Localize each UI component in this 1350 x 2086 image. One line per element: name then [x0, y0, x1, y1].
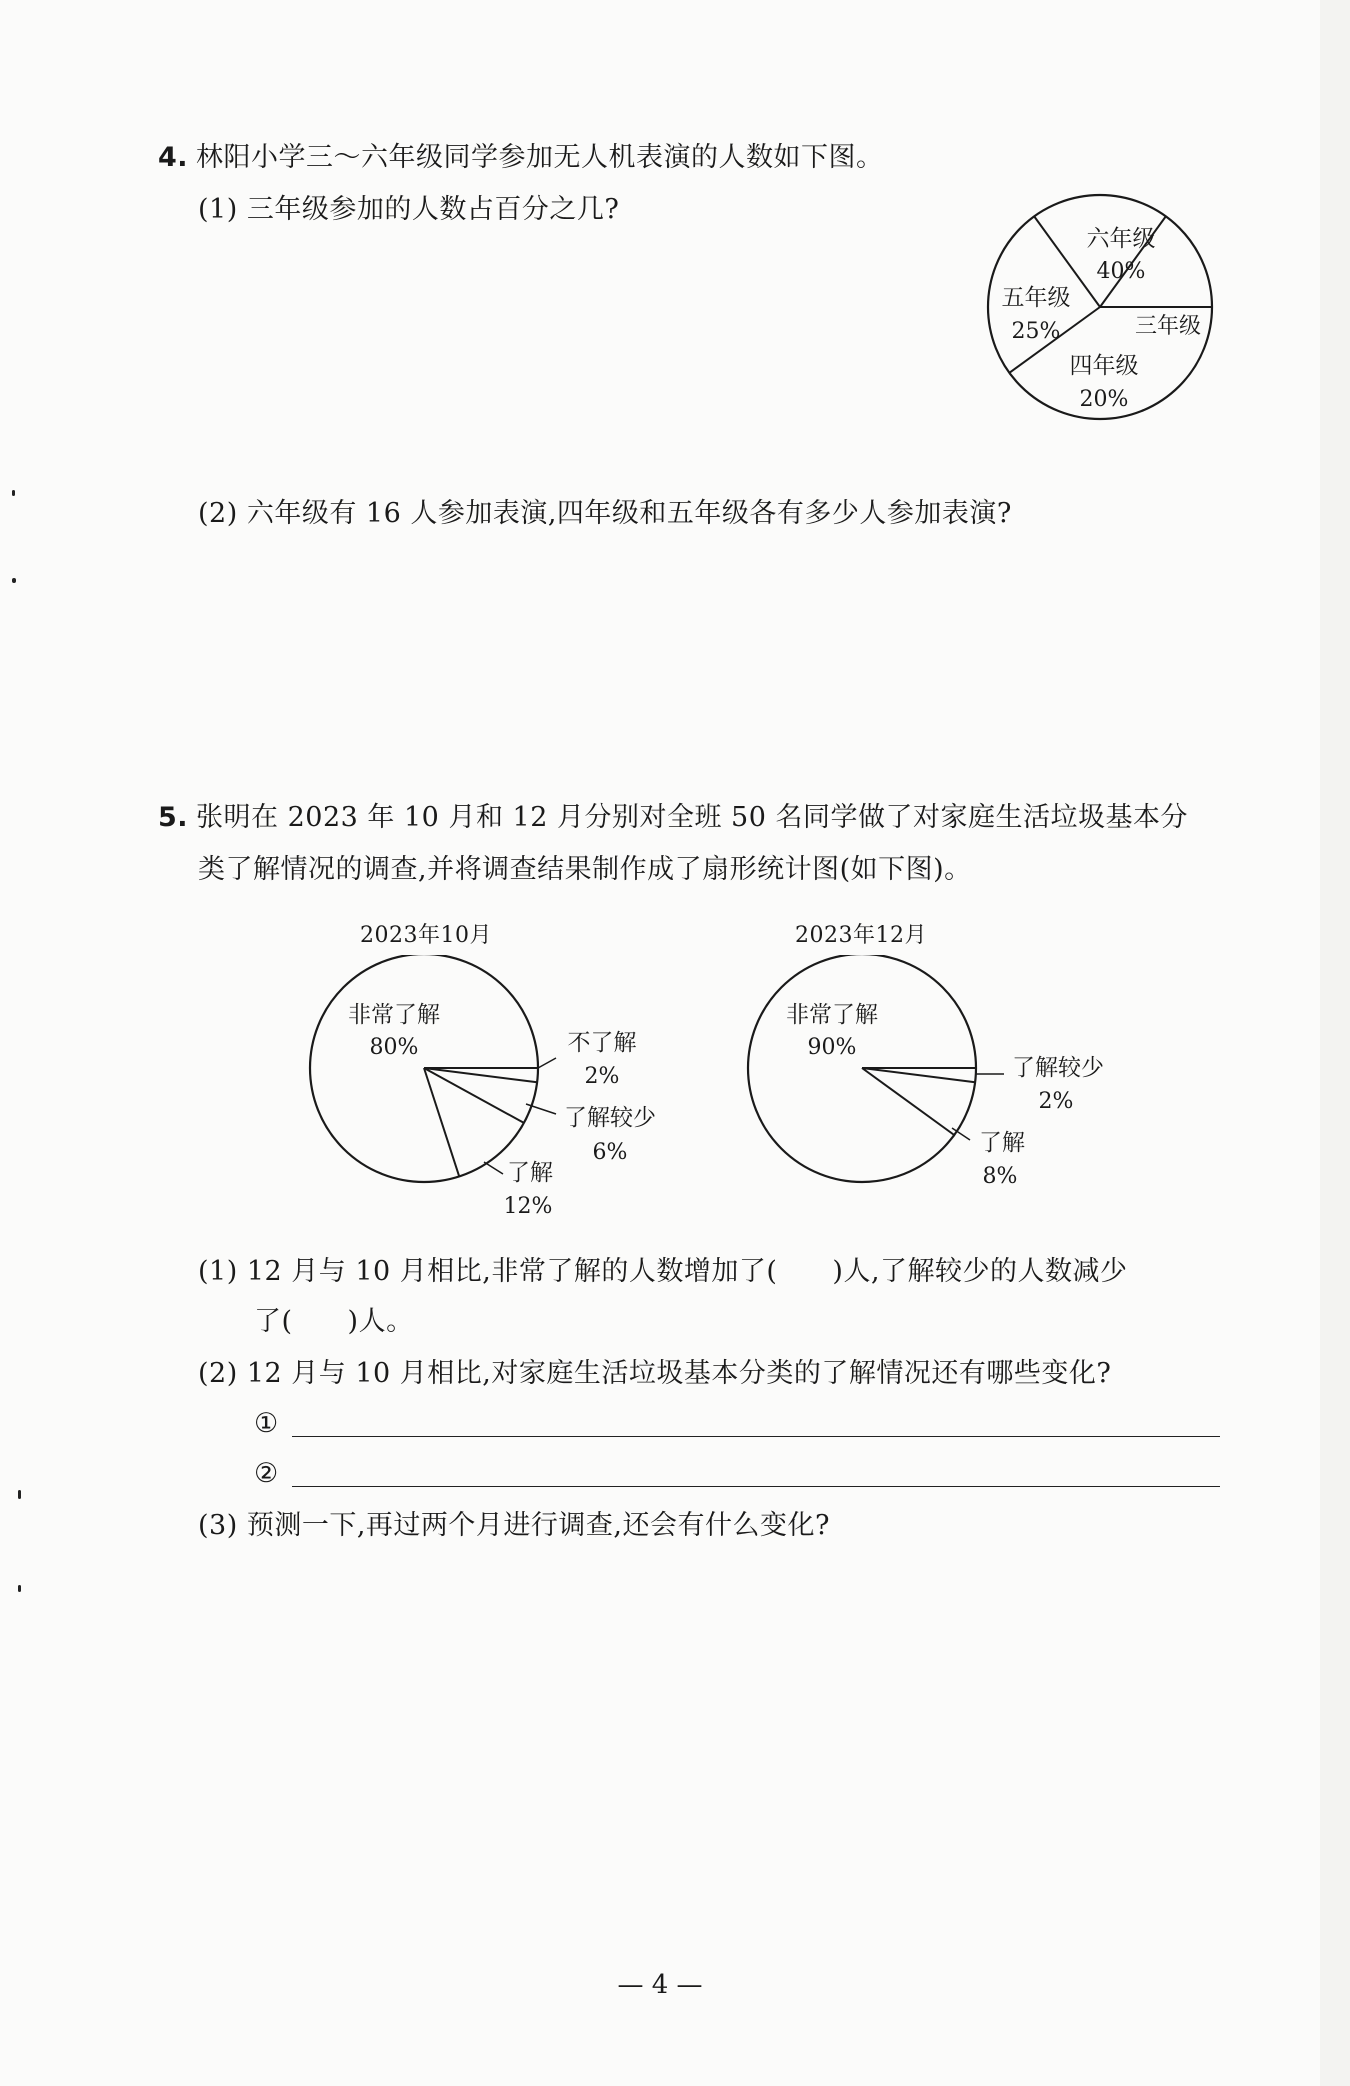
oct-pct-vk: 80%	[369, 1035, 419, 1060]
q4-sub1: (1) 三年级参加的人数占百分之几?	[198, 194, 620, 225]
q4-label-six-pct: 40%	[1096, 259, 1146, 284]
q5-text-line1: 张明在 2023 年 10 月和 12 月分别对全班 50 名同学做了对家庭生活垃圾基本分	[196, 802, 1188, 833]
dec-label-k: 了解	[979, 1130, 1025, 1156]
q5-dec-pie-chart	[740, 955, 1120, 1225]
oct-pct-k: 12%	[503, 1194, 553, 1219]
oct-pct-nk: 2%	[584, 1064, 620, 1089]
scan-mark	[18, 1585, 21, 1592]
q4-label-five-name: 五年级	[1001, 285, 1071, 311]
q5-sub3: (3) 预测一下,再过两个月进行调查,还会有什么变化?	[198, 1510, 830, 1541]
dec-pct-k: 8%	[982, 1164, 1018, 1189]
oct-leader-nk	[538, 1058, 556, 1068]
oct-label-nk: 不了解	[567, 1030, 637, 1056]
q4-number: 4.	[158, 142, 189, 173]
q4-label-six-name: 六年级	[1086, 226, 1156, 252]
dec-pct-vk: 90%	[807, 1035, 857, 1060]
dec-pct-lk: 2%	[1038, 1089, 1074, 1114]
scan-mark	[12, 578, 16, 583]
q5-oct-pie-chart	[300, 955, 680, 1225]
q5-stem-line1	[158, 800, 1188, 836]
q4-label-five-pct: 25%	[1011, 319, 1061, 344]
page-number: — 4 —	[617, 1970, 703, 2000]
q5-blank2-marker: ②	[254, 1458, 279, 1489]
q4-label-three-name: 三年级	[1134, 314, 1202, 339]
q5-sub2: (2) 12 月与 10 月相比,对家庭生活垃圾基本分类的了解情况还有哪些变化?	[198, 1358, 1112, 1389]
dec-label-lk: 了解较少	[1012, 1055, 1104, 1081]
q4-label-four-name: 四年级	[1069, 353, 1139, 379]
q5-answer-line-2[interactable]	[292, 1486, 1220, 1487]
scan-mark	[12, 490, 15, 496]
q5-stem-line2: 类了解情况的调查,并将调查结果制作成了扇形统计图(如下图)。	[198, 854, 972, 885]
oct-label-vk: 非常了解	[348, 1002, 440, 1028]
oct-leader-k	[484, 1162, 503, 1174]
q5-oct-title: 2023年10月	[360, 923, 492, 948]
q5-sub1-line1: (1) 12 月与 10 月相比,非常了解的人数增加了( )人,了解较少的人数减少	[198, 1256, 1128, 1287]
q5-dec-title: 2023年12月	[795, 923, 927, 948]
q5-sub1-line2: 了( )人。	[254, 1306, 414, 1337]
dec-label-vk: 非常了解	[786, 1002, 878, 1028]
oct-label-k: 了解	[507, 1160, 553, 1186]
q4-label-four-pct: 20%	[1079, 387, 1129, 412]
q5-number: 5.	[158, 802, 189, 833]
q4-pie-chart	[980, 185, 1220, 425]
oct-pct-lk: 6%	[592, 1140, 628, 1165]
q4-text: 林阳小学三～六年级同学参加无人机表演的人数如下图。	[196, 142, 884, 173]
oct-slice-boundary-1	[424, 1068, 537, 1082]
q5-answer-line-1[interactable]	[292, 1436, 1220, 1437]
q4-stem	[158, 140, 884, 176]
q4-sub2: (2) 六年级有 16 人参加表演,四年级和五年级各有多少人参加表演?	[198, 498, 1012, 529]
scan-mark	[18, 1490, 21, 1499]
q5-blank1-marker: ①	[254, 1408, 279, 1439]
oct-label-lk: 了解较少	[564, 1105, 656, 1131]
